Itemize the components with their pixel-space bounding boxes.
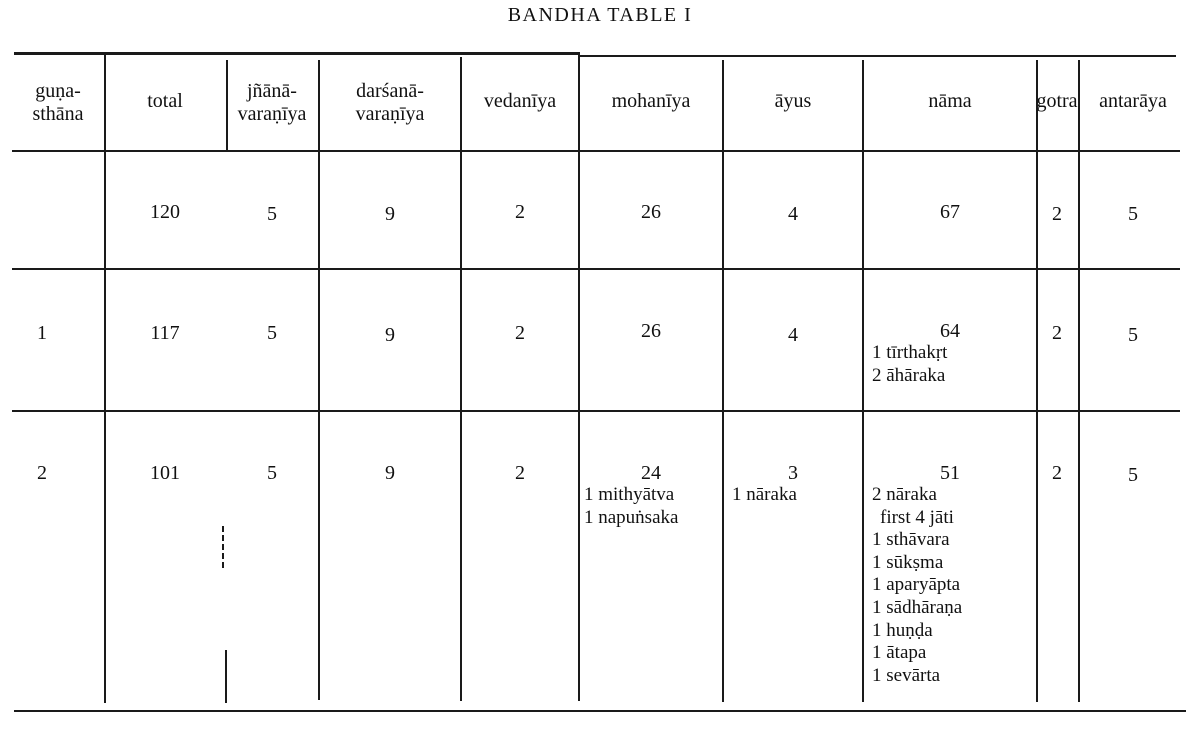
note-line: 1 tīrthakṛt [872, 342, 948, 363]
col-rule-7 [862, 60, 864, 702]
cell-darsanavaraniya: 9 [385, 324, 395, 346]
header-vedaniya-label: vedanīya [483, 90, 557, 112]
header-gotra-label: gotra [1036, 90, 1078, 112]
cell-gotra: 2 [1052, 203, 1062, 225]
cell-total: 117 [150, 322, 180, 344]
col-rule-4 [460, 57, 462, 701]
note-line: 2 nāraka [872, 484, 937, 505]
table-title: BANDHA TABLE I [507, 4, 693, 26]
header-gotra [1036, 90, 1078, 113]
cell-mohaniya: 26 [641, 320, 661, 342]
top-rule-right [580, 55, 1176, 57]
header-antaraya [1080, 90, 1186, 113]
note-line: 1 napuṅsaka [584, 506, 679, 528]
col-rule-6 [722, 60, 724, 702]
note-line: 1 mithyātva [584, 484, 675, 505]
note-line: 1 huṇḍa [872, 619, 933, 641]
cell-gotra: 2 [1052, 462, 1062, 484]
header-jnanavaraniya [226, 80, 318, 126]
top-rule [14, 52, 580, 55]
header-rule [12, 150, 1180, 152]
row-rule-2 [12, 410, 1180, 412]
note-line: 1 sādhāraṇa [872, 596, 963, 618]
header-antaraya-label: antarāya [1099, 90, 1167, 112]
header-gunasthana [12, 80, 104, 126]
header-darsanavaraniya-label: darśanā- varaṇīya [355, 80, 425, 125]
cell-gunasthana: 1 [37, 322, 47, 344]
cell-antaraya: 5 [1128, 464, 1138, 486]
cell-ayus-notes [732, 484, 862, 507]
note-line: 2 āhāraka [872, 364, 946, 386]
header-mohaniya [580, 90, 722, 113]
cell-nama: 67 [940, 201, 960, 223]
cell-jnanavaraniya: 5 [267, 322, 277, 344]
cell-jnanavaraniya: 5 [267, 462, 277, 484]
cell-darsanavaraniya: 9 [385, 462, 395, 484]
cell-mohaniya: 24 [641, 462, 661, 484]
header-gunasthana-label: guṇa- sthāna [32, 80, 84, 125]
header-total-label: total [147, 90, 183, 112]
header-vedaniya [462, 90, 578, 113]
col-rule-2-dashed [222, 526, 224, 568]
col-rule-1 [104, 55, 106, 703]
header-nama-label: nāma [928, 90, 972, 112]
header-jnanavaraniya-label: jñānā- varaṇīya [237, 80, 307, 125]
cell-nama: 51 [940, 462, 960, 484]
cell-mohaniya: 26 [641, 201, 661, 223]
note-line: 1 ātapa [872, 642, 927, 664]
col-rule-8 [1036, 60, 1038, 702]
cell-total: 120 [150, 201, 180, 223]
col-rule-5 [578, 55, 580, 701]
cell-ayus: 3 [788, 462, 798, 484]
cell-nama: 64 [940, 320, 960, 342]
cell-ayus: 4 [788, 324, 798, 346]
cell-mohaniya-notes [584, 484, 722, 529]
cell-antaraya: 5 [1128, 324, 1138, 346]
row-rule-1 [12, 268, 1180, 270]
cell-vedaniya: 2 [515, 201, 525, 223]
cell-gunasthana: 2 [37, 462, 47, 484]
header-nama [864, 90, 1036, 113]
bottom-rule [14, 710, 1186, 712]
cell-nama-notes [872, 484, 1036, 687]
header-mohaniya-label: mohanīya [611, 90, 691, 112]
col-rule-2-lower [225, 650, 227, 703]
note-line: first 4 jāti [880, 506, 954, 528]
cell-vedaniya: 2 [515, 322, 525, 344]
cell-jnanavaraniya: 5 [267, 203, 277, 225]
col-rule-3 [318, 60, 320, 700]
note-line: 1 nāraka [732, 484, 797, 505]
cell-ayus: 4 [788, 203, 798, 225]
header-ayus-label: āyus [774, 90, 812, 112]
note-line: 1 sevārta [872, 664, 941, 686]
note-line: 1 sūkṣma [872, 551, 944, 573]
header-ayus [724, 90, 862, 113]
header-darsanavaraniya [320, 80, 460, 126]
cell-vedaniya: 2 [515, 462, 525, 484]
cell-antaraya: 5 [1128, 203, 1138, 225]
note-line: 1 aparyāpta [872, 574, 961, 596]
cell-gotra: 2 [1052, 322, 1062, 344]
cell-nama-notes [872, 342, 1036, 387]
cell-total: 101 [150, 462, 180, 484]
note-line: 1 sthāvara [872, 529, 950, 551]
header-total [106, 90, 224, 113]
col-rule-9 [1078, 60, 1080, 702]
cell-darsanavaraniya: 9 [385, 203, 395, 225]
